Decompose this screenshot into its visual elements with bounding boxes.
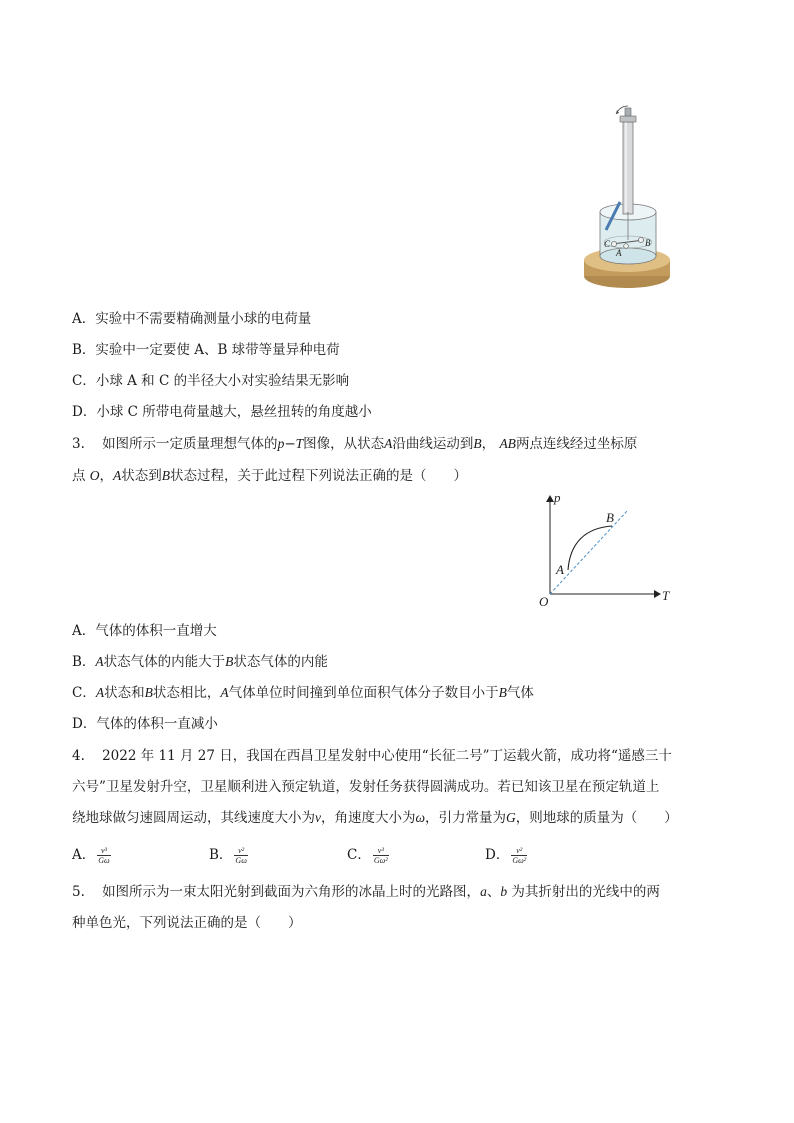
q3-stem-text: 点 (72, 468, 86, 484)
q5-stem-line1 (72, 883, 660, 901)
point-a-label: A (556, 562, 564, 577)
q4-number: 4. (72, 748, 85, 764)
q2-option-a: A．实验中不需要精确测量小球的电荷量 (72, 311, 312, 327)
option-var-b: B (225, 654, 234, 669)
q4-stem-line3 (72, 809, 678, 827)
option-text: 气体 (506, 685, 534, 701)
q3-stem-o: O (89, 468, 100, 483)
q4-option-c (347, 846, 389, 865)
q4-option-d (485, 846, 527, 865)
q3-option-c (72, 684, 534, 702)
option-text: 状态气体的内能大于 (103, 654, 226, 670)
option-label: A． (72, 847, 96, 863)
option-label: C． (347, 847, 371, 863)
fraction (97, 846, 110, 865)
q3-stem-line2 (72, 467, 467, 485)
fraction (511, 846, 527, 865)
q3-stem-b: B (473, 436, 482, 451)
torsion-balance-figure (582, 100, 682, 298)
fraction (373, 846, 389, 865)
p-t-graph (530, 488, 680, 610)
option-var-b: B (144, 685, 153, 700)
fraction-numerator: v³ (97, 846, 110, 856)
q5-stem-text: 为其折射出的光线中的两 (511, 884, 660, 900)
q4-stem-text: 2022 年 11 月 27 日，我国在西昌卫星发射中心使用“长征二号”丁运载火箭，成功将“遥感三十 (102, 748, 672, 764)
option-var-b: B (498, 685, 507, 700)
q3-option-a: A．气体的体积一直增大 (72, 623, 217, 639)
option-var-a: A (95, 654, 104, 669)
q5-stem-text: 、 (486, 884, 501, 900)
option-text: B． (72, 654, 96, 670)
q3-option-d: D．气体的体积一直减小 (72, 716, 218, 732)
q3-stem-b: B (161, 468, 171, 483)
q3-stem-t: T (295, 436, 304, 451)
q3-stem-text: 状态过程，关于此过程下列说法正确的是（ ） (170, 468, 468, 484)
q3-stem-ab: AB (499, 436, 516, 451)
q4-var-g: G (506, 810, 516, 825)
fraction-denominator: Gω (98, 856, 110, 865)
option-label: B． (209, 847, 233, 863)
fraction-denominator: Gω² (373, 856, 388, 865)
q3-number: 3. (72, 436, 85, 452)
q3-option-b (72, 653, 328, 671)
option-text: 状态相比， (152, 685, 221, 701)
origin-label: O (539, 594, 549, 609)
x-axis-label: T (662, 588, 670, 603)
q4-stem-text: ，则地球的质量为（ ） (515, 810, 678, 826)
point-b-label: B (606, 510, 614, 525)
dashed-line-oab (550, 510, 628, 594)
fraction-numerator: v³ (373, 846, 389, 856)
q3-stem-dash: − (284, 436, 296, 452)
q5-stem-text: 如图所示为一束太阳光射到截面为六角形的冰晶上时的光路图， (102, 884, 481, 900)
option-var-a: A (95, 685, 105, 700)
option-var-a: A (220, 685, 229, 700)
q3-stem-text: 两点连线经过坐标原 (515, 436, 638, 452)
q3-stem-p: p (277, 436, 285, 451)
option-text: C． (72, 685, 96, 701)
q4-option-b (209, 846, 248, 865)
q5-var-b: b (500, 884, 508, 899)
figure-label-c: C (604, 239, 611, 249)
q4-stem-text: ，角速度大小为 (321, 810, 416, 826)
q3-stem-text: 状态到 (121, 468, 162, 484)
figure-label-b: B (645, 238, 651, 248)
q3-stem-line1 (72, 435, 637, 453)
q3-stem-text: ， (481, 436, 496, 452)
q4-stem-text: 绕地球做匀速圆周运动，其线速度大小为 (72, 810, 315, 826)
q4-option-a (72, 846, 111, 865)
fraction-denominator: Gω (235, 856, 247, 865)
q2-option-d: D．小球 C 所带电荷量越大，悬丝扭转的角度越小 (72, 404, 372, 420)
q2-option-c: C．小球 A 和 C 的半径大小对实验结果无影响 (72, 373, 350, 389)
q5-number: 5. (72, 884, 85, 900)
fraction-numerator: v² (234, 846, 247, 856)
q4-var-v: v (315, 810, 321, 825)
q5-stem-line2: 种单色光，下列说法正确的是（ ） (72, 915, 302, 931)
curve-a-to-b (568, 526, 612, 570)
q4-stem-line1 (72, 747, 672, 765)
fraction (234, 846, 247, 865)
q3-stem-a: A (113, 468, 122, 483)
option-text: 气体单位时间撞到单位面积气体分子数目小于 (228, 685, 499, 701)
q4-stem-text: ，引力常量为 (425, 810, 507, 826)
q3-stem-text: 图像，从状态 (303, 436, 385, 452)
q5-var-a: a (480, 884, 487, 899)
option-label: D． (485, 847, 510, 863)
q3-stem-text: ， (99, 468, 114, 484)
q3-stem-a: A (384, 436, 393, 451)
q3-stem-text: 如图所示一定质量理想气体的 (102, 436, 278, 452)
y-axis-label: p (554, 490, 561, 505)
option-text: 状态气体的内能 (233, 654, 328, 670)
option-text: 状态和 (104, 685, 145, 701)
fraction-denominator: Gω² (512, 856, 527, 865)
fraction-numerator: v² (511, 846, 527, 856)
figure-label-a: A (616, 248, 622, 258)
q4-var-omega: ω (415, 810, 426, 825)
q2-option-b: B．实验中一定要使 A、B 球带等量异种电荷 (72, 342, 340, 358)
q4-stem-line2: 六号”卫星发射升空，卫星顺利进入预定轨道，发射任务获得圆满成功。若已知该卫星在预定轨道上 (72, 779, 660, 795)
q3-stem-text: 沿曲线运动到 (392, 436, 474, 452)
